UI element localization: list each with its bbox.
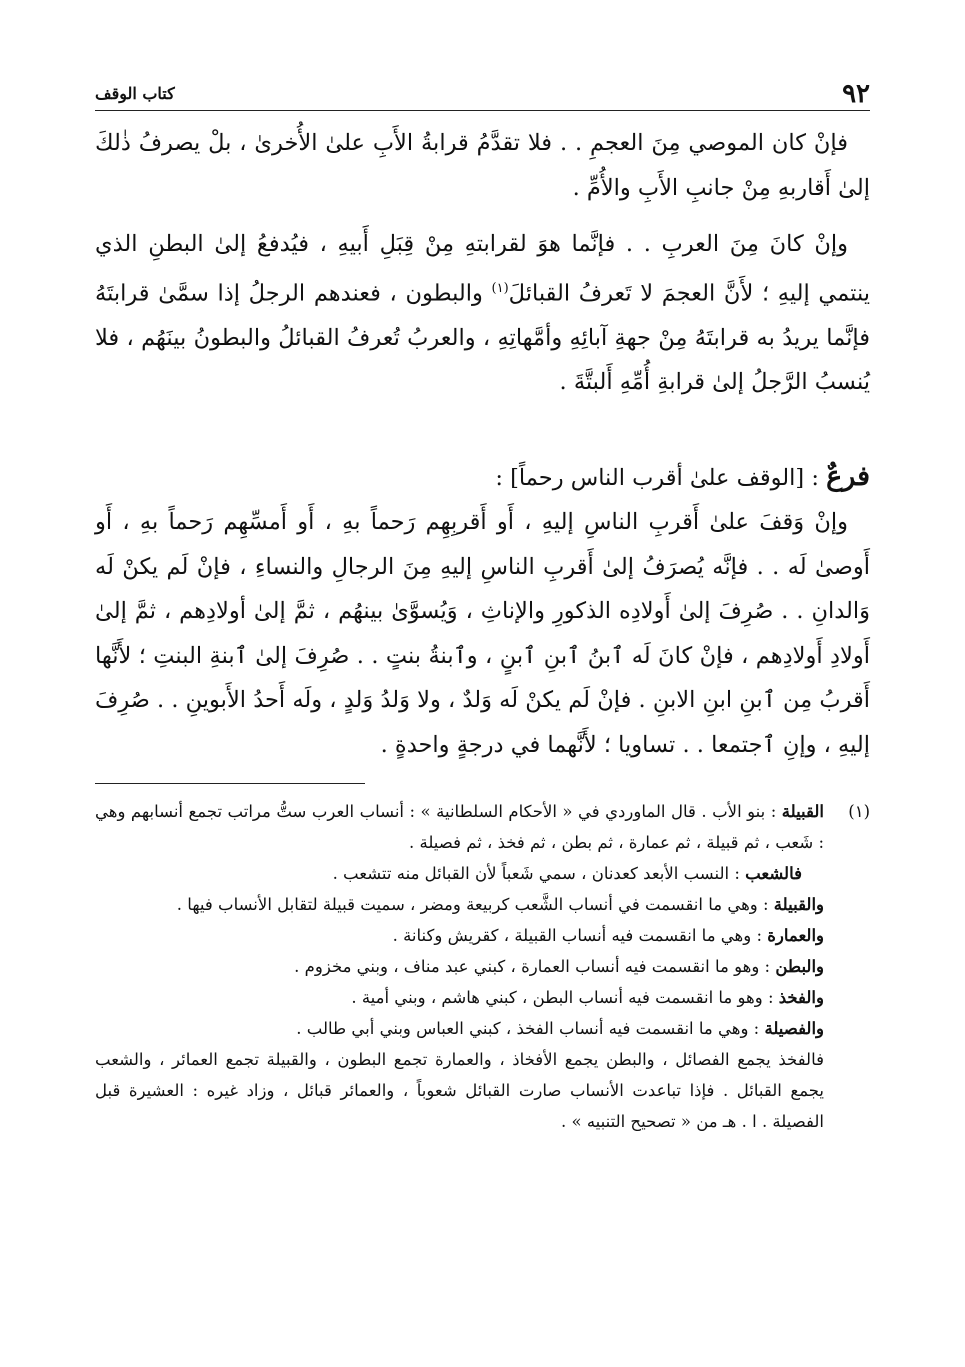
term-fasila: والفصيلة xyxy=(764,1019,824,1038)
footnote-reference: (١) xyxy=(491,280,509,296)
footnote-qabila xyxy=(95,889,870,920)
term-qabila-intro: القبيلة xyxy=(781,802,824,821)
term-qabila: والقبيلة xyxy=(773,895,824,914)
footnote-closing: فالفخذ يجمع الفصائل ، والبطن يجمع الأفخاذ ، والعمارة تجمع البطون ، والقبيلة تجمع العمائر ، والشعب يجمع القبائل . فإذا تباعدت الأنساب صارت القبائل شعوباً ، والعمائر قبائل ، وزاد غيره : العشيرة قبل الفصيلة . ا . هـ من « تصحيح التنبيه » . xyxy=(95,1050,824,1131)
section-title: : [الوقف علىٰ أقرب الناس رحماً] : xyxy=(495,464,827,491)
main-text xyxy=(95,121,870,767)
term-fakhdh: والفخذ xyxy=(778,988,824,1007)
footnote-intro xyxy=(95,796,824,858)
footnote-fasila-text: : وهي ما انقسمت فيه أنساب الفخذ ، كبني العباس وبني أبي طالب . xyxy=(296,1019,765,1038)
footnote-fakhdh-text: : وهو ما انقسمت فيه أنساب البطن ، كبني هاشم ، وبني أمية . xyxy=(351,988,779,1007)
footnote-batn-text: : وهو ما انقسمت فيه أنساب العمارة ، كبني عبد مناف ، وبني مخزوم . xyxy=(294,957,776,976)
footnote-intro-text: : بنو الأب . قال الماوردي في « الأحكام السلطانية » : أنساب العرب ستُّ مراتب تجمع أنسابهم وهي : شَعب ، ثم قبيلة ، ثم عمارة ، ثم بطن ، ثم فخذ ، ثم فصيلة . xyxy=(95,802,824,852)
footnote-batn xyxy=(95,951,870,982)
term-batn: والبطن xyxy=(775,957,824,976)
section-label: فرعٌ xyxy=(826,460,870,492)
footnote-fakhdh xyxy=(95,982,870,1013)
footnote-3imara-text: : وهي ما انقسمت فيه أنساب القبيلة ، كقريش وكنانة . xyxy=(392,926,768,945)
footnote xyxy=(95,796,870,1137)
paragraph-3: وإنْ وَقفَ علىٰ أَقربِ الناسِ إليهِ ، أَو أَقربِهِم رَحماً بهِ ، أَو أَمسِّهِم رَحماً بهِ ، أَو أَوصىٰ لَه . . فإنَّه يُصرَفُ إلىٰ أَقربِ الناسِ إليهِ مِنَ الرجالِ والنساءِ ، فإنْ لَم يكنْ لَه وَالدانِ . . صُرِفَ إلىٰ أَولادِه الذكورِ والإناثِ ، وَيُسوَّىٰ بينهُم ، ثمَّ إلىٰ أولادِهم ، ثمَّ إلىٰ أَولادِ أَولادِهم ، فإنْ كانَ لَه ٱبنُ ٱبنِ ٱبنٍ ، وٱبنةُ بنتٍ . . صُرِفَ إلىٰ ٱبنةِ البنتِ ؛ لأَنَّها أَقربُ مِن ٱبنِ ابنِ الابنِ . فإنْ لَم يكنْ لَه وَلدٌ ، ولا وَلدُ وَلدٍ ، ولَه أَحدُ الأَبوينِ . . صُرِفَ إليهِ ، وإنِ ٱجتمعا . . تساويا ؛ لأَنَّهما في درجةٍ واحدةٍ . xyxy=(95,509,871,758)
footnote-qabila-text: : وهي ما انقسمت في أنساب الشَّعب كربيعة ومضر ، سميت قبيلة لتقابل الأنساب فيها . xyxy=(176,895,774,914)
footnote-marker: (١) xyxy=(848,802,870,821)
term-sha3b: فالشعب xyxy=(745,864,802,883)
footnote-separator xyxy=(95,783,365,784)
footnote-sha3b xyxy=(95,858,870,889)
page xyxy=(95,78,870,1308)
footnote-3imara xyxy=(95,920,870,951)
page-header xyxy=(95,78,870,111)
footnote-sha3b-text: : النسب الأبعد كعدنان ، سمي شَعباً لأن القبائل منه تتشعب . xyxy=(332,864,746,883)
paragraph-2-rest: والبطون ، فعندهم الرجلُ إذا سمَّىٰ قرابتَهُ فإنَّما يريدُ به قرابتَهُ مِنْ جهةِ آبائِهِ وأمَّهاتِهِ ، والعربُ تُعرفُ القبائلُ والبطونُ بينَهُم ، فلا يُنسبُ الرَّجلُ إلىٰ قرابةِ أُمِّهِ أَلبتَّةَ . xyxy=(95,280,870,395)
paragraph-2-text: وإنْ كانَ مِنَ العربِ . . فإنَّما هوَ لقرابتهِ مِنْ قِبَلِ أَبيهِ ، فيُدفعُ إلىٰ البطنِ الذي ينتمي إليهِ ؛ لأَنَّ العجمَ لا تَعرفُ القبائلَ xyxy=(95,231,870,306)
section-heading xyxy=(95,455,870,501)
paragraph-2 xyxy=(95,222,870,405)
page-number: ٩٢ xyxy=(842,79,870,109)
term-3imara: والعمارة xyxy=(767,926,824,945)
book-title: كتاب الوقف xyxy=(95,84,175,103)
footnote-fasila xyxy=(95,1013,870,1044)
paragraph-1: فإنْ كان الموصي مِنَ العجمِ . . فلا تقدَّمُ قرابةُ الأَبِ علىٰ الأُخرىٰ ، بلْ يصرفُ ذٰلكَ إلىٰ أَقاربهِ مِنْ جانبِ الأَبِ والأُمِّ . xyxy=(95,130,870,201)
footnote-first-line xyxy=(95,796,870,858)
